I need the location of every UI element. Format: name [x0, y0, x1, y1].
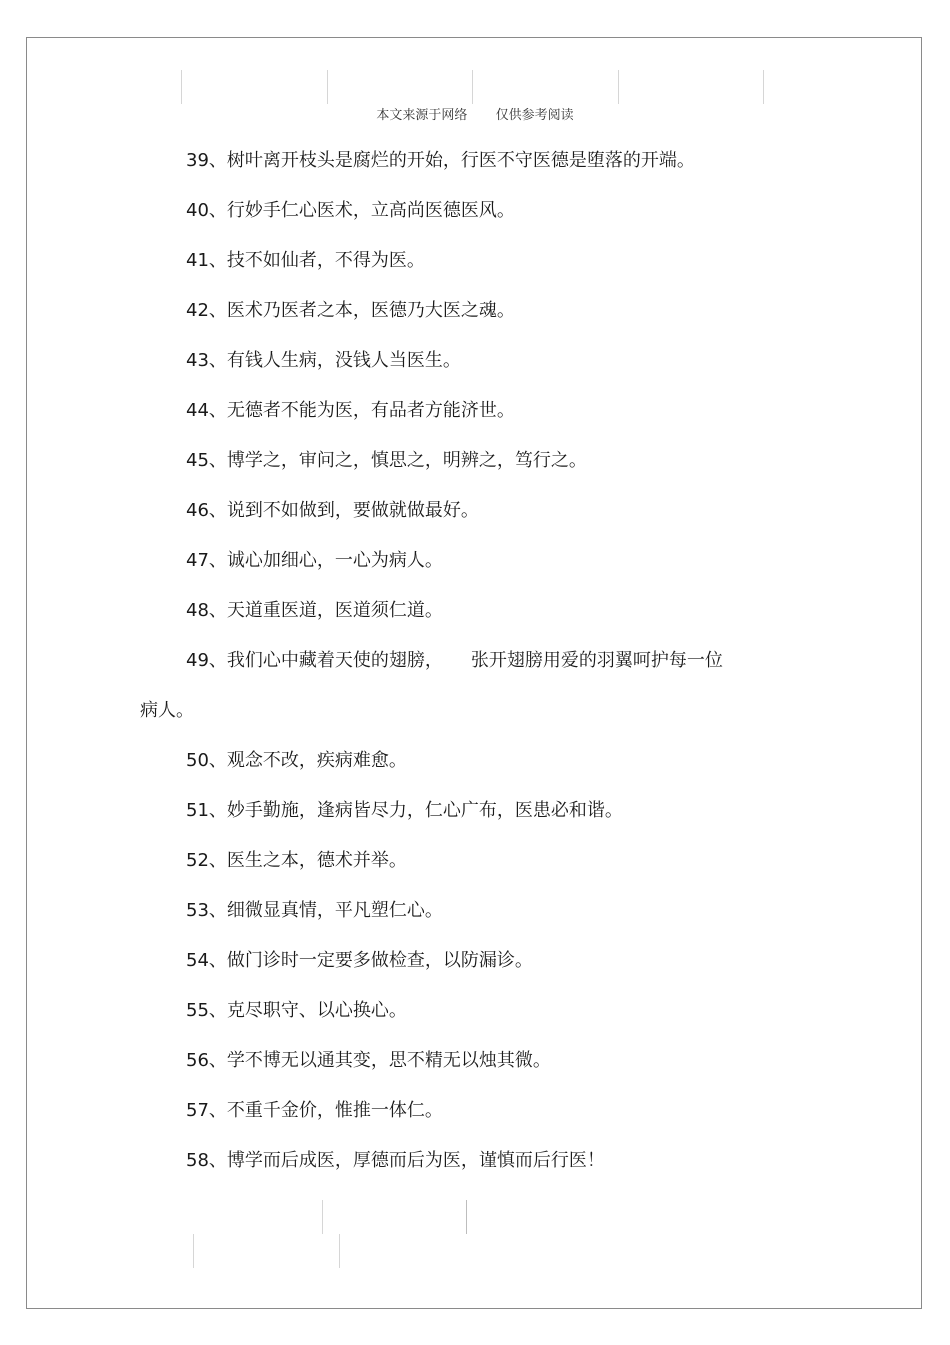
list-item: 54、做门诊时一定要多做检查，以防漏诊。 [186, 950, 533, 971]
top-rule-2 [327, 70, 328, 104]
source-note-left: 本文来源于网络 [376, 108, 468, 123]
list-item: 52、医生之本，德术并举。 [186, 850, 407, 871]
list-item: 48、天道重医道，医道须仁道。 [186, 600, 443, 621]
source-note-right: 仅供参考阅读 [495, 108, 574, 123]
list-item: 43、有钱人生病，没钱人当医生。 [186, 350, 461, 371]
quote-list [140, 136, 800, 1186]
list-item: 47、诚心加细心，一心为病人。 [186, 550, 443, 571]
list-item: 41、技不如仙者，不得为医。 [186, 250, 425, 271]
source-note [0, 104, 950, 123]
list-item: 40、行妙手仁心医术，立高尚医德医风。 [186, 200, 515, 221]
top-rule-4 [618, 70, 619, 104]
list-item: 42、医术乃医者之本，医德乃大医之魂。 [186, 300, 515, 321]
top-rule-3 [472, 70, 473, 104]
top-rule-1 [181, 70, 182, 104]
list-item: 39、树叶离开枝头是腐烂的开始，行医不守医德是堕落的开端。 [186, 150, 695, 171]
list-item: 45、博学之，审问之，慎思之，明辨之，笃行之。 [186, 450, 587, 471]
list-item-continuation: 病人。 [140, 700, 194, 721]
bottom-rule-3 [193, 1234, 194, 1268]
bottom-rule-4 [339, 1234, 340, 1268]
list-item-wrapped: 49、我们心中藏着天使的翅膀， 张开翅膀用爱的羽翼呵护每一位 [186, 650, 723, 671]
list-item: 53、细微显真情，平凡塑仁心。 [186, 900, 443, 921]
list-item: 57、不重千金价，惟推一体仁。 [186, 1100, 443, 1121]
top-rule-5 [763, 70, 764, 104]
list-item: 46、说到不如做到，要做就做最好。 [186, 500, 479, 521]
list-item: 51、妙手勤施，逢病皆尽力，仁心广布，医患必和谐。 [186, 800, 623, 821]
bottom-rule-1 [322, 1200, 323, 1234]
list-item: 50、观念不改，疾病难愈。 [186, 750, 407, 771]
list-item: 44、无德者不能为医，有品者方能济世。 [186, 400, 515, 421]
bottom-rule-2 [466, 1200, 467, 1234]
list-item: 58、博学而后成医，厚德而后为医，谨慎而后行医！ [186, 1150, 605, 1171]
list-item: 55、克尽职守、以心换心。 [186, 1000, 407, 1021]
list-item: 56、学不博无以通其变，思不精无以烛其微。 [186, 1050, 551, 1071]
